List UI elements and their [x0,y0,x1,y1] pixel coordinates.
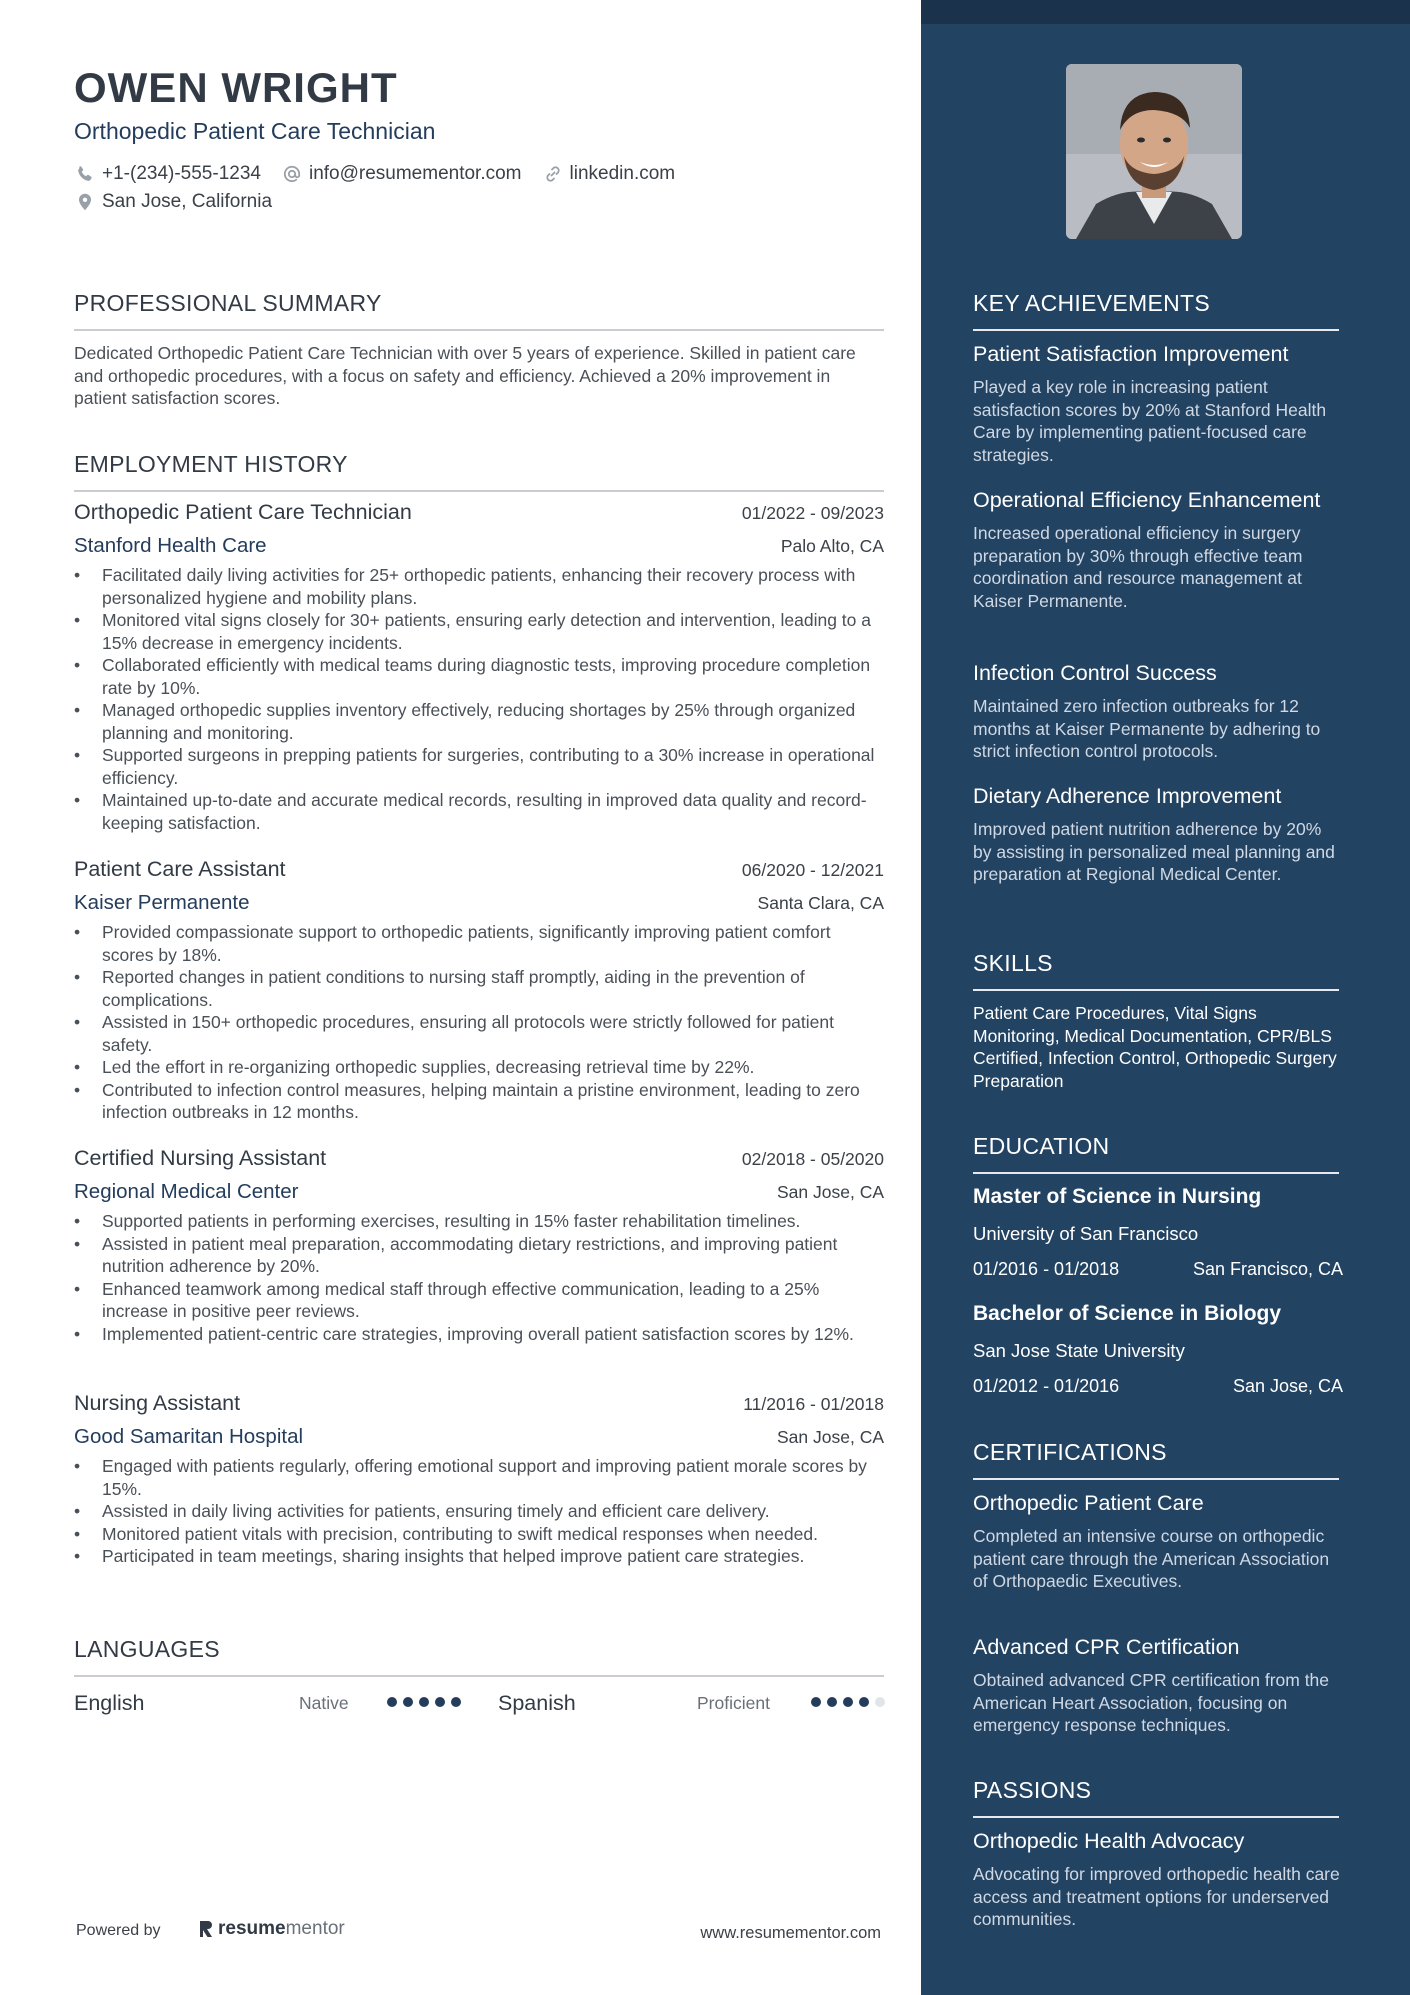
job-entry [74,1146,884,1345]
rating-dot-filled [419,1697,429,1707]
job-dates: 11/2016 - 01/2018 [743,1394,884,1414]
passions-heading: PASSIONS [973,1777,1339,1818]
job-company: Kaiser Permanente [74,891,250,914]
education-heading: EDUCATION [973,1133,1339,1174]
job-bullet: • Facilitated daily living activities for 25+ orthopedic patients, enhancing their recovery process with personalized hygiene and mobility plans. [74,564,884,609]
job-location: San Jose, CA [777,1427,884,1447]
language-name: English [74,1690,145,1715]
link-icon [542,163,564,185]
job-dates: 01/2022 - 09/2023 [741,503,884,523]
employment-heading: EMPLOYMENT HISTORY [74,451,884,492]
certification-text: Obtained advanced CPR certification from the American Heart Association, focusing on emergency response techniques. [973,1670,1330,1735]
certification-item [973,1634,1343,1737]
job-title: Orthopedic Patient Care Technician [74,500,412,524]
job-dates: 02/2018 - 05/2020 [741,1149,884,1169]
skills-heading: SKILLS [973,950,1339,991]
job-bullet: • Reported changes in patient conditions to nursing staff promptly, aiding in the prevention of complications. [74,966,884,1011]
certification-item [973,1490,1343,1593]
job-location: San Jose, CA [777,1182,884,1202]
job-bullets [74,921,884,1124]
language-level: Native [299,1693,349,1713]
education-item [973,1185,1343,1280]
job-bullet: • Implemented patient-centric care strategies, improving overall patient satisfaction scores by 12%. [74,1323,884,1346]
job-bullet: • Supported surgeons in prepping patients for surgeries, contributing to a 30% increase in operational efficiency. [74,744,884,789]
job-bullet: • Enhanced teamwork among medical staff through effective communication, leading to a 25% increase in positive peer reviews. [74,1278,884,1323]
email-text: info@resumementor.com [308,163,522,184]
summary-text: Dedicated Orthopedic Patient Care Technician with over 5 years of experience. Skilled in patient care and orthopedic procedures, with a focus on safety and efficiency. Achieved a 20% improvement in patient satisfaction scores. [74,343,856,408]
job-dates: 06/2020 - 12/2021 [741,860,884,880]
achievement-text: Played a key role in increasing patient satisfaction scores by 20% at Stanford Health Care by implementing patient-focused care strategies. [973,377,1327,465]
language-item [74,1688,145,1718]
footer-site-link[interactable]: www.resumementor.com [700,1924,881,1942]
rating-dot-filled [859,1697,869,1707]
certification-text: Completed an intensive course on orthopedic patient care through the American Association of Orthopaedic Executives. [973,1526,1330,1591]
sidebar [921,0,1410,1995]
at-sign-icon [281,163,303,185]
job-location: Palo Alto, CA [780,536,884,556]
summary-heading: PROFESSIONAL SUMMARY [74,290,884,331]
achievement-item [973,487,1343,612]
contact-location [74,191,272,213]
candidate-name: OWEN WRIGHT [74,64,398,111]
profile-photo [1066,64,1242,239]
job-company: Stanford Health Care [74,534,267,557]
job-company: Good Samaritan Hospital [74,1425,304,1448]
education-school: San Jose State University [973,1340,1185,1361]
location-pin-icon [74,191,96,213]
location-text: San Jose, California [102,191,273,212]
job-bullet: • Assisted in daily living activities for patients, ensuring timely and efficient care delivery. [74,1500,884,1523]
language-level: Proficient [697,1693,770,1713]
job-bullet: • Provided compassionate support to orthopedic patients, significantly improving patient comfort scores by 18%. [74,921,884,966]
certification-title: Orthopedic Patient Care [973,1491,1204,1515]
job-bullet: • Contributed to infection control measures, helping maintain a pristine environment, leading to zero infection outbreaks in 12 months. [74,1079,884,1124]
candidate-role: Orthopedic Patient Care Technician [74,118,436,144]
linkedin-text: linkedin.com [569,163,676,184]
achievement-title: Infection Control Success [973,661,1217,685]
languages-list [74,1688,884,1718]
rating-dot-filled [403,1697,413,1707]
job-title: Nursing Assistant [74,1391,241,1415]
brand-name-light: mentor [285,1918,345,1939]
certification-title: Advanced CPR Certification [973,1635,1240,1659]
passion-title: Orthopedic Health Advocacy [973,1829,1245,1853]
skills-list [973,1002,1343,1092]
job-location: Santa Clara, CA [757,893,884,913]
language-rating [387,1697,467,1707]
contact-linkedin[interactable] [542,163,676,185]
job-bullets [74,1210,884,1345]
education-school: University of San Francisco [973,1223,1199,1244]
phone-text: +1-(234)-555-1234 [102,163,261,184]
job-bullet: • Managed orthopedic supplies inventory effectively, reducing shortages by 25% through organized planning and monitoring. [74,699,884,744]
rating-dot-filled [387,1697,397,1707]
achievements-heading: KEY ACHIEVEMENTS [973,290,1339,331]
brand-name-bold: resume [218,1918,286,1939]
rating-dot-empty [875,1697,885,1707]
contact-info [74,160,874,216]
job-bullet: • Led the effort in re-organizing orthopedic supplies, decreasing retrieval time by 22%. [74,1056,884,1079]
rating-dot-filled [827,1697,837,1707]
job-title: Patient Care Assistant [74,857,286,881]
language-name: Spanish [498,1690,576,1715]
job-bullet: • Monitored vital signs closely for 30+ patients, ensuring early detection and intervention, leading to a 15% decrease in emergency incidents. [74,609,884,654]
achievement-item [973,660,1343,763]
education-dates: 01/2016 - 01/2018 [973,1259,1120,1279]
achievement-title: Dietary Adherence Improvement [973,784,1282,808]
rating-dot-filled [843,1697,853,1707]
rating-dot-filled [811,1697,821,1707]
passion-text: Advocating for improved orthopedic health care access and treatment options for underserved communities. [973,1864,1340,1929]
skills-text: Patient Care Procedures, Vital Signs Monitoring, Medical Documentation, CPR/BLS Certified, Infection Control, Orthopedic Surgery Preparation [973,1003,1337,1091]
passion-item [973,1828,1343,1931]
brand-mark-icon [198,1919,214,1939]
profile-portrait-image [1066,64,1242,239]
job-entry [74,1391,884,1568]
job-bullet: • Assisted in patient meal preparation, accommodating dietary restrictions, and improving patient nutrition adherence by 20%. [74,1233,884,1278]
job-bullet: • Monitored patient vitals with precision, contributing to swift medical responses when needed. [74,1523,884,1546]
language-item [498,1688,576,1718]
rating-dot-filled [435,1697,445,1707]
contact-phone[interactable] [74,163,261,185]
brand-logo[interactable] [198,1918,345,1940]
job-entry [74,857,884,1124]
sidebar-top-bar [921,0,1410,24]
education-degree: Master of Science in Nursing [973,1185,1262,1208]
rating-dot-filled [451,1697,461,1707]
education-item [973,1302,1343,1397]
certifications-heading: CERTIFICATIONS [973,1439,1339,1480]
job-bullet: • Supported patients in performing exercises, resulting in 15% faster rehabilitation timelines. [74,1210,884,1233]
job-bullet: • Assisted in 150+ orthopedic procedures, ensuring all protocols were strictly followed for patient safety. [74,1011,884,1056]
job-bullets [74,564,884,834]
languages-heading: LANGUAGES [74,1636,884,1677]
job-entry [74,500,884,834]
achievement-text: Increased operational efficiency in surgery preparation by 30% through effective team coordination and resource management at Kaiser Permanente. [973,523,1303,611]
achievement-title: Operational Efficiency Enhancement [973,488,1321,512]
achievement-title: Patient Satisfaction Improvement [973,342,1289,366]
education-dates: 01/2012 - 01/2016 [973,1376,1120,1396]
job-bullet: • Collaborated efficiently with medical teams during diagnostic tests, improving procedure completion rate by 10%. [74,654,884,699]
job-company: Regional Medical Center [74,1180,299,1203]
achievement-text: Improved patient nutrition adherence by 20% by assisting in personalized meal planning and preparation at Regional Medical Center. [973,819,1335,884]
achievement-item [973,341,1343,466]
achievement-text: Maintained zero infection outbreaks for 12 months at Kaiser Permanente by adhering to strict infection control protocols. [973,696,1321,761]
job-title: Certified Nursing Assistant [74,1146,327,1170]
job-bullet: • Maintained up-to-date and accurate medical records, resulting in improved data quality and record-keeping satisfaction. [74,789,884,834]
phone-icon [74,163,96,185]
education-location: San Jose, CA [1232,1376,1343,1396]
powered-by-text: Powered by [76,1922,161,1939]
education-degree: Bachelor of Science in Biology [973,1302,1282,1325]
job-bullets [74,1455,884,1568]
education-location: San Francisco, CA [1192,1259,1343,1279]
language-rating [811,1697,891,1707]
achievement-item [973,783,1343,886]
job-bullet: • Engaged with patients regularly, offering emotional support and improving patient morale scores by 15%. [74,1455,884,1500]
footer [76,1918,881,1948]
job-bullet: • Participated in team meetings, sharing insights that helped improve patient care strategies. [74,1545,884,1568]
contact-email[interactable] [281,163,522,185]
